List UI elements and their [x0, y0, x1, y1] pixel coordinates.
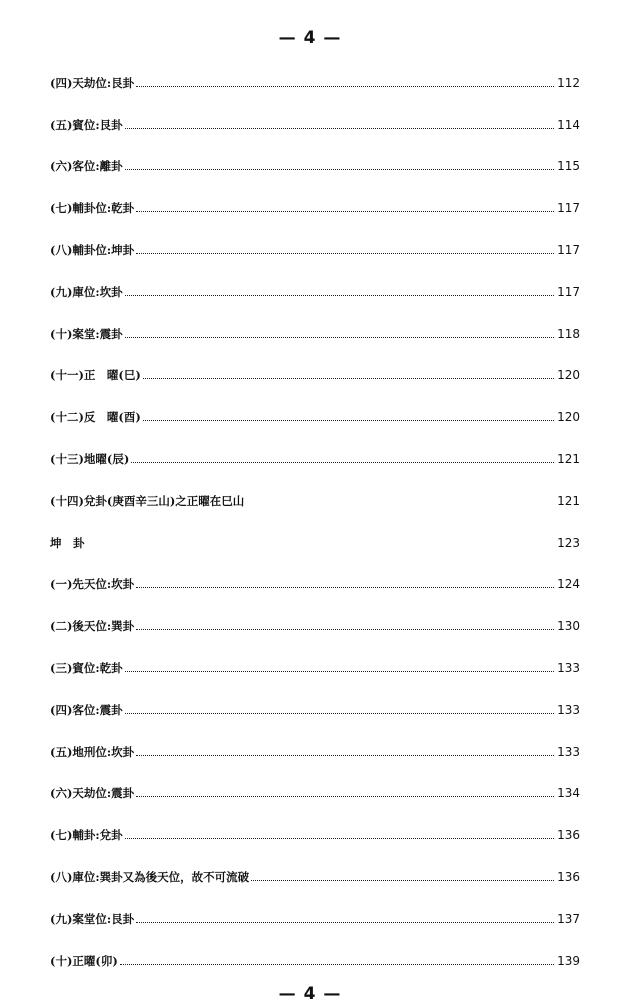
header-page-number: — 4 — [278, 28, 342, 48]
dot-leader [251, 880, 554, 881]
footer-page-number: — 4 — [278, 984, 342, 1004]
toc-entry [50, 852, 580, 894]
dot-leader [136, 86, 554, 87]
dot-leader [125, 337, 554, 338]
toc-entry-title: (三)賓位:乾卦 [50, 660, 123, 675]
toc-entry-title: (四)天劫位:艮卦 [50, 75, 135, 90]
dot-leader [120, 964, 554, 965]
toc-entry-title: (十)案堂:震卦 [50, 326, 123, 341]
toc-entry-title: (七)輔卦位:乾卦 [50, 201, 135, 216]
toc-entry [50, 100, 580, 142]
toc-entry-page: 133 [557, 744, 580, 759]
toc-entry [50, 685, 580, 727]
toc-entry [50, 476, 580, 518]
toc-entry-title: 坤 卦 [50, 535, 85, 550]
toc-entry [50, 142, 580, 184]
toc-entry [50, 936, 580, 978]
toc-entry-page: 117 [557, 201, 580, 216]
toc-entry-title: (九)庫位:坎卦 [50, 284, 123, 299]
dot-leader [125, 838, 554, 839]
toc-entry-title: (五)賓位:艮卦 [50, 117, 123, 132]
toc-entry-page: 114 [557, 117, 580, 132]
table-of-contents [50, 58, 580, 978]
toc-entry-title: (六)天劫位:震卦 [50, 786, 135, 801]
toc-entry [50, 643, 580, 685]
toc-entry-page: 115 [557, 159, 580, 174]
toc-entry-title: (九)案堂位:艮卦 [50, 911, 135, 926]
toc-entry-page: 117 [557, 284, 580, 299]
dot-leader [136, 629, 554, 630]
toc-entry-page: 134 [557, 786, 580, 801]
toc-entry [50, 183, 580, 225]
toc-entry-page: 117 [557, 242, 580, 257]
toc-entry-page: 130 [557, 619, 580, 634]
toc-entry-page: 124 [557, 577, 580, 592]
toc-entry-page: 133 [557, 702, 580, 717]
dot-leader [136, 922, 554, 923]
toc-entry-page: 121 [557, 451, 580, 466]
toc-entry-page: 123 [557, 535, 580, 550]
toc-entry-title: (十二)反 曜(酉) [50, 410, 141, 425]
toc-entry-title: (五)地刑位:坎卦 [50, 744, 135, 759]
dot-leader [136, 755, 554, 756]
toc-entry [50, 267, 580, 309]
toc-entry-page: 120 [557, 410, 580, 425]
toc-entry [50, 560, 580, 602]
dot-leader [125, 713, 554, 714]
dot-leader [125, 128, 554, 129]
toc-entry [50, 810, 580, 852]
toc-entry [50, 225, 580, 267]
toc-entry-title: (四)客位:震卦 [50, 702, 123, 717]
toc-entry [50, 518, 580, 560]
toc-entry-title: (八)庫位:巽卦又為後天位，故不可流破 [50, 869, 250, 884]
toc-entry-page: 136 [557, 828, 580, 843]
dot-leader [125, 295, 554, 296]
toc-entry-title: (十三)地曜(辰) [50, 451, 130, 466]
toc-entry-title: (十一)正 曜(巳) [50, 368, 141, 383]
toc-entry [50, 434, 580, 476]
dot-leader [136, 253, 554, 254]
toc-entry-page: 112 [557, 75, 580, 90]
toc-entry-page: 120 [557, 368, 580, 383]
toc-entry-title: (一)先天位:坎卦 [50, 577, 135, 592]
dot-leader [143, 420, 554, 421]
toc-entry-page: 139 [557, 953, 580, 968]
toc-entry [50, 309, 580, 351]
toc-entry-title: (七)輔卦:兌卦 [50, 828, 123, 843]
toc-entry-title: (六)客位:離卦 [50, 159, 123, 174]
toc-entry [50, 351, 580, 393]
toc-entry-page: 118 [557, 326, 580, 341]
toc-entry-page: 136 [557, 869, 580, 884]
dot-leader [136, 587, 554, 588]
toc-entry [50, 769, 580, 811]
dot-leader [136, 211, 554, 212]
toc-entry [50, 58, 580, 100]
toc-entry-page: 133 [557, 660, 580, 675]
toc-entry [50, 727, 580, 769]
dot-leader [131, 462, 554, 463]
toc-entry-page: 137 [557, 911, 580, 926]
dot-leader [143, 378, 554, 379]
toc-entry-page: 121 [557, 493, 580, 508]
dot-leader [125, 671, 554, 672]
dot-leader [125, 169, 554, 170]
toc-entry-title: (八)輔卦位:坤卦 [50, 242, 135, 257]
toc-entry-title: (二)後天位:巽卦 [50, 619, 135, 634]
toc-entry [50, 601, 580, 643]
toc-entry-title: (十)正曜(卯) [50, 953, 118, 968]
toc-entry [50, 392, 580, 434]
toc-entry-title: (十四)兌卦(庚酉辛三山)之正曜在巳山 [50, 493, 245, 508]
toc-entry [50, 894, 580, 936]
dot-leader [136, 796, 554, 797]
